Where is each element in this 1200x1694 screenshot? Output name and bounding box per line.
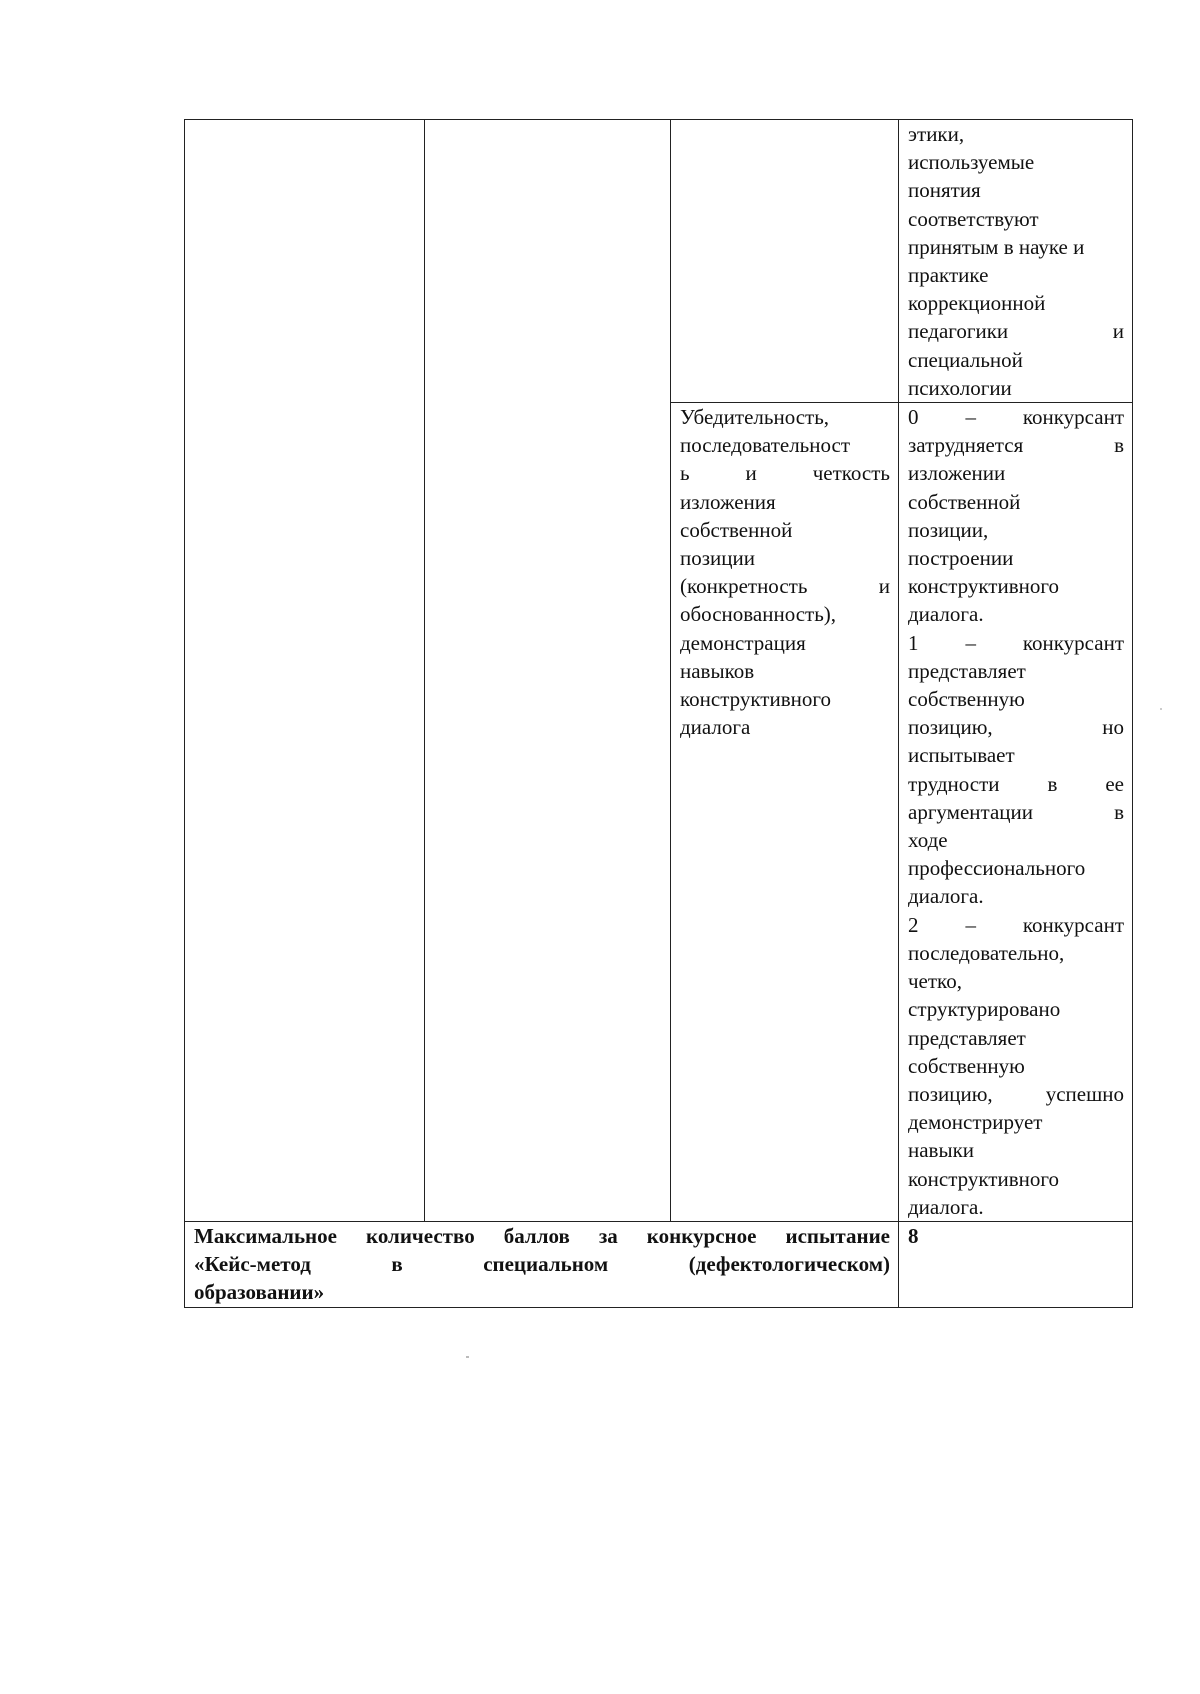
text-line: образовании» xyxy=(194,1280,325,1305)
scan-speck xyxy=(466,1356,469,1358)
text-line: трудности в ее xyxy=(908,771,1124,796)
text-line: демонстрация xyxy=(680,630,806,655)
text-line: соответствуют xyxy=(908,206,1039,231)
text-line: 1 – конкурсант xyxy=(908,630,1124,655)
text-line: 2 – конкурсант xyxy=(908,912,1124,937)
text-line: изложения xyxy=(680,489,776,514)
text-line: диалога. xyxy=(908,1194,984,1219)
text-line: собственной xyxy=(680,517,793,542)
text-line: ь и четкость xyxy=(680,461,890,486)
text-line: построении xyxy=(908,546,1014,571)
text-line: навыков xyxy=(680,658,755,683)
text-line: «Кейс-метод в специальном (дефектологическом) xyxy=(194,1252,890,1277)
criteria-table xyxy=(184,119,1133,1308)
text-line: конструктивного xyxy=(680,687,831,712)
text-line: навыки xyxy=(908,1138,975,1163)
text-line: позиции xyxy=(680,546,755,571)
table-cell-empty xyxy=(185,120,425,1222)
text-line: диалога. xyxy=(908,602,984,627)
text-line: демонстрирует xyxy=(908,1110,1043,1135)
text-line: четко, xyxy=(908,969,962,994)
text-line: ходе xyxy=(908,828,948,853)
table-row-total xyxy=(185,1221,1133,1307)
text-line: конструктивного xyxy=(908,574,1059,599)
text-line: собственную xyxy=(908,687,1025,712)
text-line: профессионального xyxy=(908,856,1086,881)
text-line: представляет xyxy=(908,658,1026,683)
text-line: специальной xyxy=(908,347,1023,372)
text-line: психологии xyxy=(908,375,1012,400)
text-line: диалога. xyxy=(908,884,984,909)
text-line: используемые xyxy=(908,150,1035,175)
score-description-cell xyxy=(899,120,1133,403)
text-line: представляет xyxy=(908,1025,1026,1050)
text-line: затрудняется в xyxy=(908,433,1124,458)
text-line: позиции, xyxy=(908,517,989,542)
text-line: понятия xyxy=(908,178,981,203)
table-row xyxy=(185,120,1133,403)
text-line: практике xyxy=(908,263,989,288)
text-line: 0 – конкурсант xyxy=(908,405,1124,430)
text-line: аргументации в xyxy=(908,799,1124,824)
text-line: диалога xyxy=(680,715,751,740)
total-value: 8 xyxy=(908,1223,919,1248)
text-line: обоснованность), xyxy=(680,602,837,627)
text-line: собственной xyxy=(908,489,1021,514)
criterion-cell xyxy=(671,403,899,1222)
text-line: собственную xyxy=(908,1053,1025,1078)
text-line: последовательно, xyxy=(908,940,1065,965)
text-line: педагогики и xyxy=(908,319,1124,344)
score-description-cell xyxy=(899,403,1133,1222)
total-value-cell xyxy=(899,1221,1133,1307)
text-line: позицию, успешно xyxy=(908,1081,1124,1106)
text-line: испытывает xyxy=(908,743,1015,768)
text-line: последовательност xyxy=(680,433,851,458)
scan-speck xyxy=(1160,708,1162,710)
text-line: Убедительность, xyxy=(680,405,830,430)
total-label-cell xyxy=(185,1221,899,1307)
text-line: позицию, но xyxy=(908,715,1124,740)
table-cell-empty xyxy=(671,120,899,403)
text-line: изложении xyxy=(908,461,1006,486)
table-cell-empty xyxy=(425,120,671,1222)
text-line: принятым в науке и xyxy=(908,234,1085,259)
text-line: структурировано xyxy=(908,997,1061,1022)
text-line: Максимальное количество баллов за конкурсное испытание xyxy=(194,1223,890,1248)
text-line: (конкретность и xyxy=(680,574,890,599)
text-line: коррекционной xyxy=(908,291,1046,316)
text-line: этики, xyxy=(908,122,965,146)
text-line: конструктивного xyxy=(908,1166,1059,1191)
